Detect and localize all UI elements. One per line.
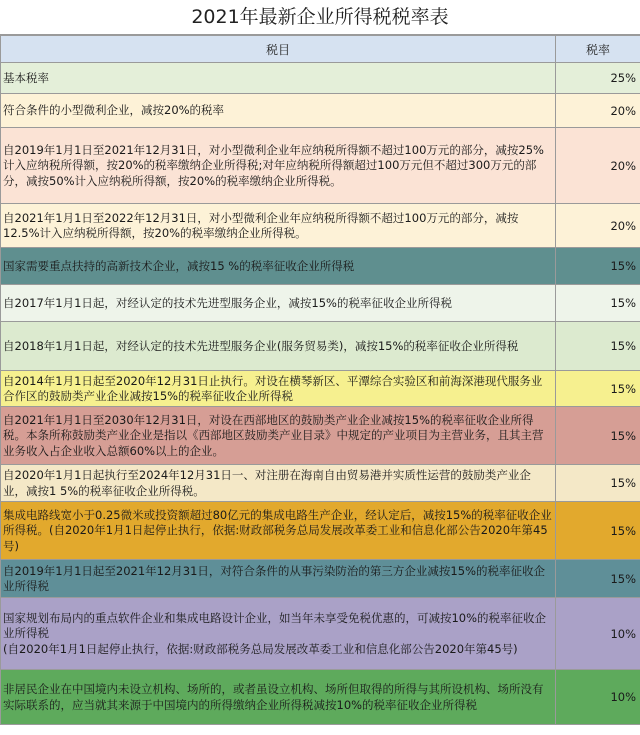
table-row <box>1 204 640 248</box>
cell-item[interactable]: 自2014年1月1日起至2020年12月31日止执行。对设在横琴新区、平潭综合实验区和前海深港现代服务业合作区的鼓励类产业企业减按15%的税率征收企业所得税 <box>1 371 556 407</box>
cell-item[interactable]: 自2019年1月1日起至2021年12月31日，对符合条件的从事污染防治的第三方企业减按15%的税率征收企业所得税 <box>1 560 556 598</box>
table-row <box>1 63 640 94</box>
cell-rate[interactable]: 15% <box>556 465 640 502</box>
tax-rate-table <box>0 35 640 725</box>
cell-rate[interactable]: 20% <box>556 128 640 204</box>
cell-item[interactable]: 自2017年1月1日起，对经认定的技术先进型服务企业，减按15%的税率征收企业所得税 <box>1 285 556 322</box>
table-row <box>1 502 640 560</box>
table-row <box>1 322 640 371</box>
cell-item[interactable]: 自2021年1月1日至2030年12月31日，对设在西部地区的鼓励类产业企业减按15%的税率征收企业所得税。本条所称鼓励类产业企业是指以《西部地区鼓励类产业目录》中规定的产业项目为主营业务，且其主营业务收入占企业收入总额60%以上的企业。 <box>1 407 556 465</box>
table-row <box>1 465 640 502</box>
table-row <box>1 285 640 322</box>
cell-item[interactable]: 自2018年1月1日起，对经认定的技术先进型服务企业(服务贸易类)，减按15%的税率征收企业所得税 <box>1 322 556 371</box>
cell-rate[interactable]: 25% <box>556 63 640 94</box>
table-row <box>1 407 640 465</box>
cell-rate[interactable]: 15% <box>556 502 640 560</box>
cell-rate[interactable]: 15% <box>556 322 640 371</box>
table-row <box>1 128 640 204</box>
cell-rate[interactable]: 10% <box>556 598 640 670</box>
cell-item[interactable]: 符合条件的小型微利企业，减按20%的税率 <box>1 94 556 128</box>
cell-rate[interactable]: 15% <box>556 560 640 598</box>
cell-item[interactable]: 非居民企业在中国境内未设立机构、场所的，或者虽设立机构、场所但取得的所得与其所设机构、场所没有实际联系的，应当就其来源于中国境内的所得缴纳企业所得税减按10%的税率征收企业所得税 <box>1 670 556 725</box>
header-item: 税目 <box>1 36 556 63</box>
table-body <box>1 63 640 725</box>
cell-item[interactable]: 基本税率 <box>1 63 556 94</box>
cell-item[interactable]: 国家规划布局内的重点软件企业和集成电路设计企业，如当年未享受免税优惠的，可减按10%的税率征收企业所得税 (自2020年1月1日起停止执行，依据:财政部税务总局发展改革委工业和信息化部公告2020年第45号) <box>1 598 556 670</box>
cell-item[interactable]: 自2021年1月1日至2022年12月31日，对小型微利企业年应纳税所得额不超过100万元的部分，减按12.5%计入应纳税所得额，按20%的税率缴纳企业所得税。 <box>1 204 556 248</box>
cell-item[interactable]: 自2020年1月1日起执行至2024年12月31日一、对注册在海南自由贸易港并实质性运营的鼓励类产业企业，减按1 5%的税率征收企业所得税。 <box>1 465 556 502</box>
cell-rate[interactable]: 15% <box>556 248 640 285</box>
cell-rate[interactable]: 15% <box>556 285 640 322</box>
table-row <box>1 598 640 670</box>
cell-item[interactable]: 自2019年1月1日至2021年12月31日，对小型微利企业年应纳税所得额不超过100万元的部分，减按25%计入应纳税所得额，按20%的税率缴纳企业所得税;对年应纳税所得额超过100万元但不超过300万元的部分，减按50%计入应纳税所得额，按20%的税率缴纳企业所得税。 <box>1 128 556 204</box>
cell-item[interactable]: 国家需要重点扶持的高新技术企业，减按15 %的税率征收企业所得税 <box>1 248 556 285</box>
table-row <box>1 248 640 285</box>
table-row <box>1 560 640 598</box>
cell-rate[interactable]: 20% <box>556 204 640 248</box>
table-header-row <box>1 36 640 63</box>
page-title: 2021年最新企业所得税税率表 <box>0 0 640 35</box>
table-row <box>1 670 640 725</box>
cell-rate[interactable]: 20% <box>556 94 640 128</box>
table-row <box>1 94 640 128</box>
cell-rate[interactable]: 15% <box>556 407 640 465</box>
cell-rate[interactable]: 10% <box>556 670 640 725</box>
header-rate: 税率 <box>556 36 640 63</box>
cell-rate[interactable]: 15% <box>556 371 640 407</box>
cell-item[interactable]: 集成电路线宽小于0.25微米或投资额超过80亿元的集成电路生产企业，经认定后，减按15%的税率征收企业所得税。(自2020年1月1日起停止执行，依据:财政部税务总局发展改革委工业和信息化部公告2020年第45号) <box>1 502 556 560</box>
table-row <box>1 371 640 407</box>
